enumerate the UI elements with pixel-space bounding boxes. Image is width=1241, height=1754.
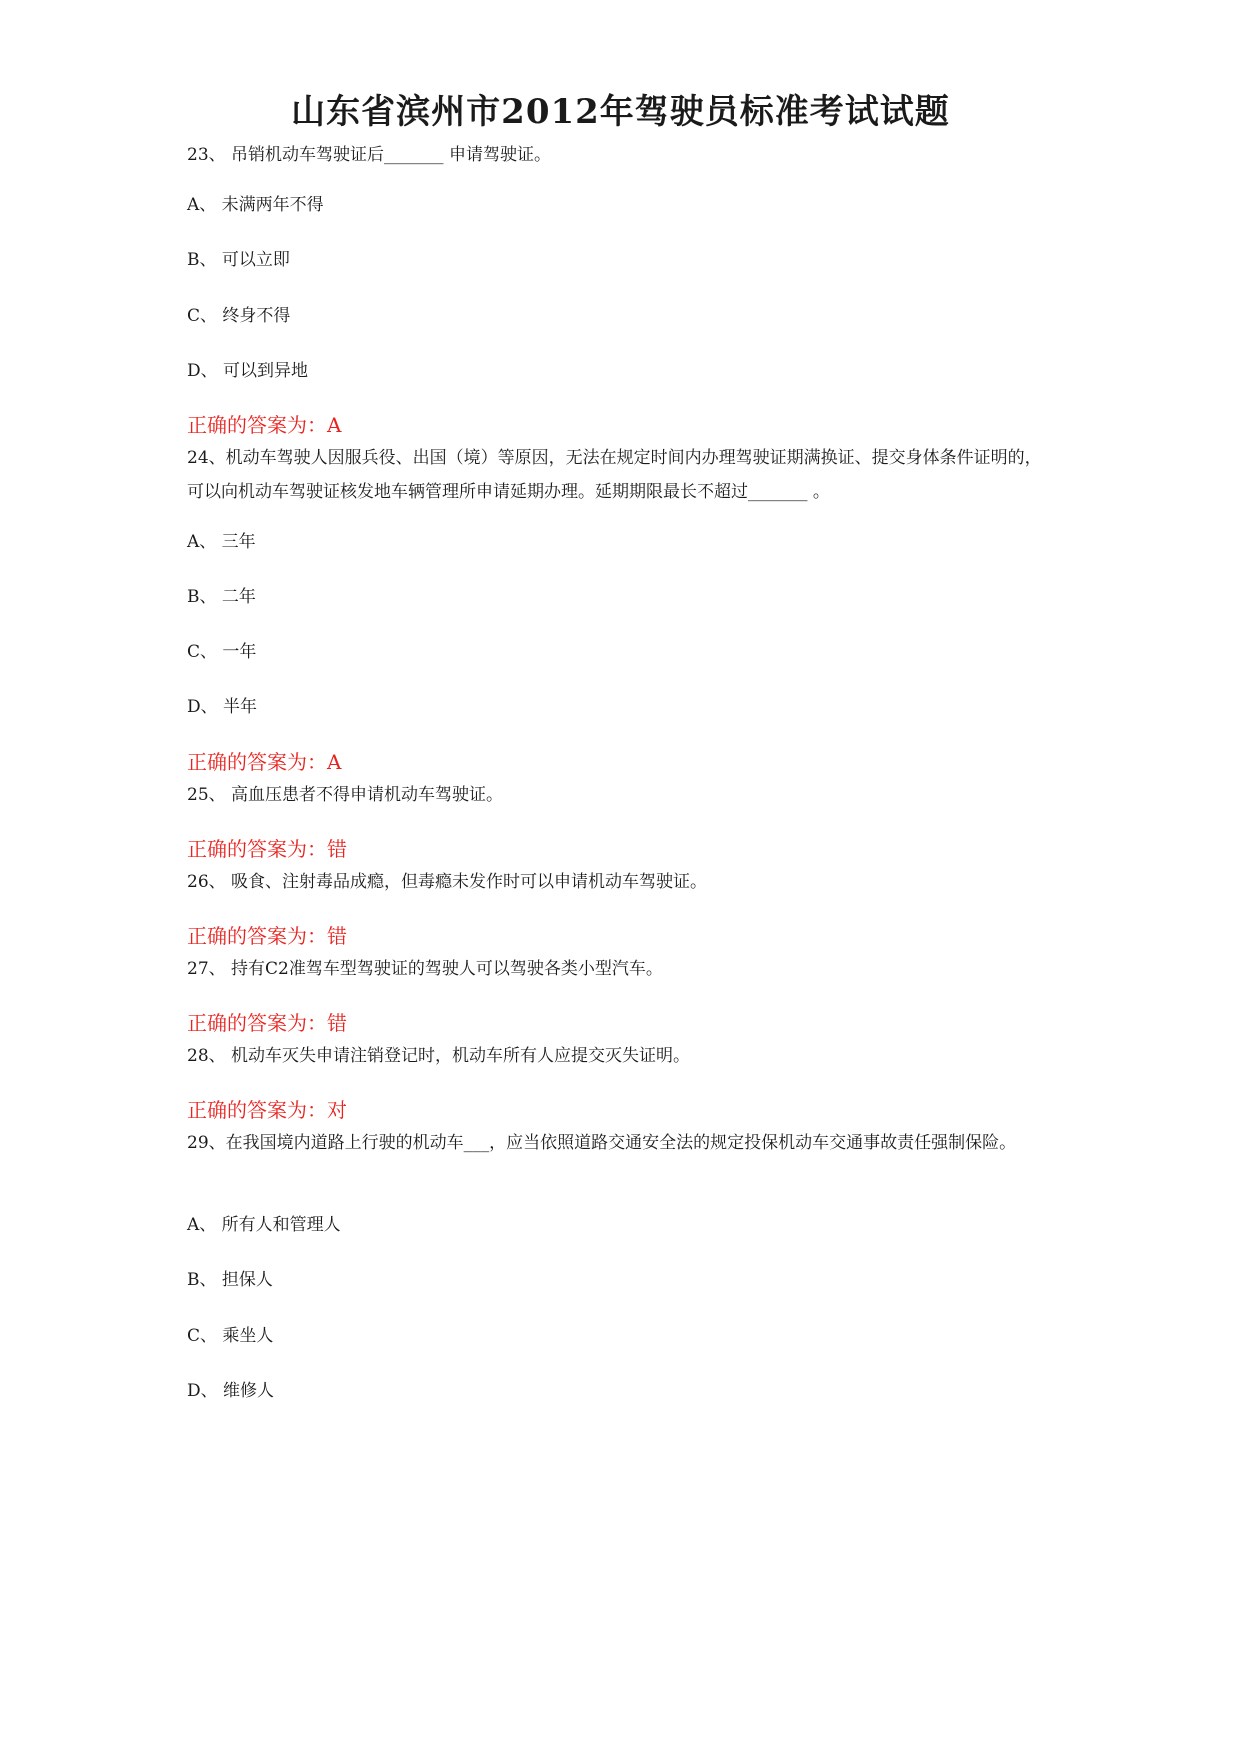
q23-option-d: D、 可以到异地: [187, 361, 309, 381]
q23-option-a: A、 未满两年不得: [187, 195, 324, 215]
q28-answer: 正确的答案为：对: [187, 1098, 347, 1122]
q24-option-b: B、 二年: [187, 587, 256, 607]
q29-option-b: B、 担保人: [187, 1270, 273, 1290]
q25-answer: 正确的答案为：错: [187, 837, 347, 861]
q23-option-b: B、 可以立即: [187, 250, 290, 270]
question-28: 28、 机动车灭失申请注销登记时，机动车所有人应提交灭失证明。: [187, 1046, 691, 1066]
question-29: 29、在我国境内道路上行驶的机动车___，应当依照道路交通安全法的规定投保机动车交通事故责任强制保险。: [187, 1133, 1017, 1153]
question-26: 26、 吸食、注射毒品成瘾，但毒瘾未发作时可以申请机动车驾驶证。: [187, 872, 708, 892]
q26-answer: 正确的答案为：错: [187, 924, 347, 948]
page-title: 山东省滨州市2012年驾驶员标准考试试题: [291, 92, 950, 132]
question-24: 24、机动车驾驶人因服兵役、出国（境）等原因，无法在规定时间内办理驾驶证期满换证、提交身体条件证明的，可以向机动车驾驶证核发地车辆管理所申请延期办理。延期期限最长不超过_______ 。: [187, 448, 1042, 502]
q23-answer: 正确的答案为：A: [187, 413, 342, 437]
q29-option-c: C、 乘坐人: [187, 1326, 274, 1346]
question-23: 23、 吊销机动车驾驶证后_______ 申请驾驶证。: [187, 145, 551, 165]
q29-option-a: A、 所有人和管理人: [187, 1215, 341, 1235]
q24-answer: 正确的答案为：A: [187, 750, 342, 774]
q24-option-d: D、 半年: [187, 697, 258, 717]
q24-option-c: C、 一年: [187, 642, 257, 662]
question-25: 25、 高血压患者不得申请机动车驾驶证。: [187, 785, 504, 805]
q24-option-a: A、 三年: [187, 532, 256, 552]
question-27: 27、 持有C2准驾车型驾驶证的驾驶人可以驾驶各类小型汽车。: [187, 959, 663, 979]
q27-answer: 正确的答案为：错: [187, 1011, 347, 1035]
q23-option-c: C、 终身不得: [187, 306, 291, 326]
q29-option-d: D、 维修人: [187, 1381, 275, 1401]
